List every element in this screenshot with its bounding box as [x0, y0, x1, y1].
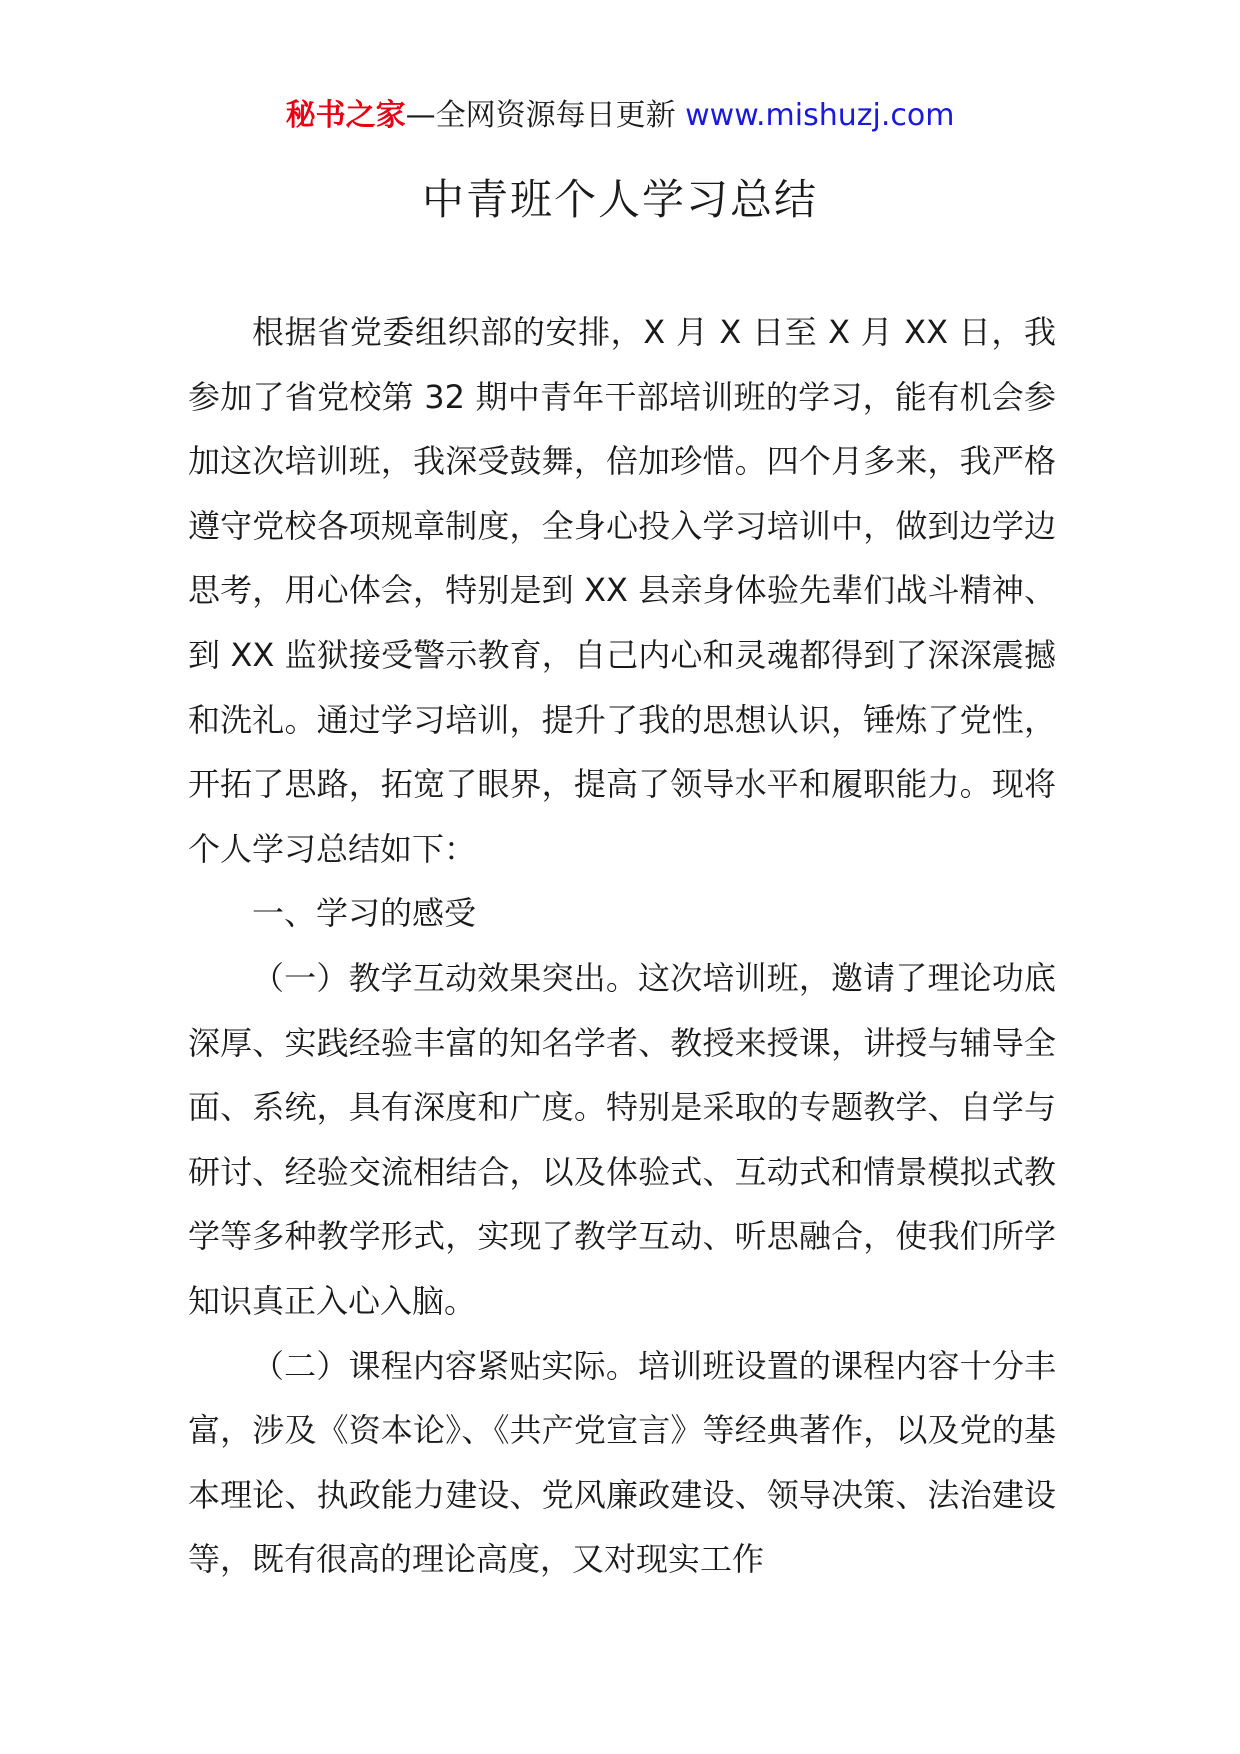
paragraph-teaching: （一）教学互动效果突出。这次培训班，邀请了理论功底深厚、实践经验丰富的知名学者、教授来授课，讲授与辅导全面、系统，具有深度和广度。特别是采取的专题教学、自学与研讨、经验交流相结合，以及体验式、互动式和情景模拟式教学等多种教学形式，实现了教学互动、听思融合，使我们所学知识真正入心入脑。 [188, 958, 1056, 1320]
paragraph-curriculum: （二）课程内容紧贴实际。培训班设置的课程内容十分丰富，涉及《资本论》、《共产党宣言》等经典著作，以及党的基本理论、执政能力建设、党风廉政建设、领导决策、法治建设等，既有很高的理论高度，又对现实工作 [188, 1346, 1056, 1579]
document-title: 中青班个人学习总结 [421, 175, 818, 224]
brand-name: 秘书之家 [285, 98, 406, 133]
site-url: www.mishuzj.com [685, 98, 955, 133]
document-body [188, 300, 1056, 1592]
paragraph-intro: 根据省党委组织部的安排，X 月 X 日至 X 月 XX 日，我参加了省党校第 32 期中青年干部培训班的学习，能有机会参加这次培训班，我深受鼓舞，倍加珍惜。四个月多来，我严格遵守党校各项规章制度，全身心投入学习培训中，做到边学边思考，用心体会，特别是到 XX 县亲身体验先辈们战斗精神、到 XX 监狱接受警示教育，自己内心和灵魂都得到了深深震撼和洗礼。通过学习培训，提升了我的思想认识，锤炼了党性，开拓了思路，拓宽了眼界，提高了领导水平和履职能力。现将个人学习总结如下： [188, 313, 1056, 868]
watermark-header [0, 92, 1240, 140]
section-heading: 一、学习的感受 [252, 894, 477, 933]
header-slogan: —全网资源每日更新 [405, 98, 686, 133]
